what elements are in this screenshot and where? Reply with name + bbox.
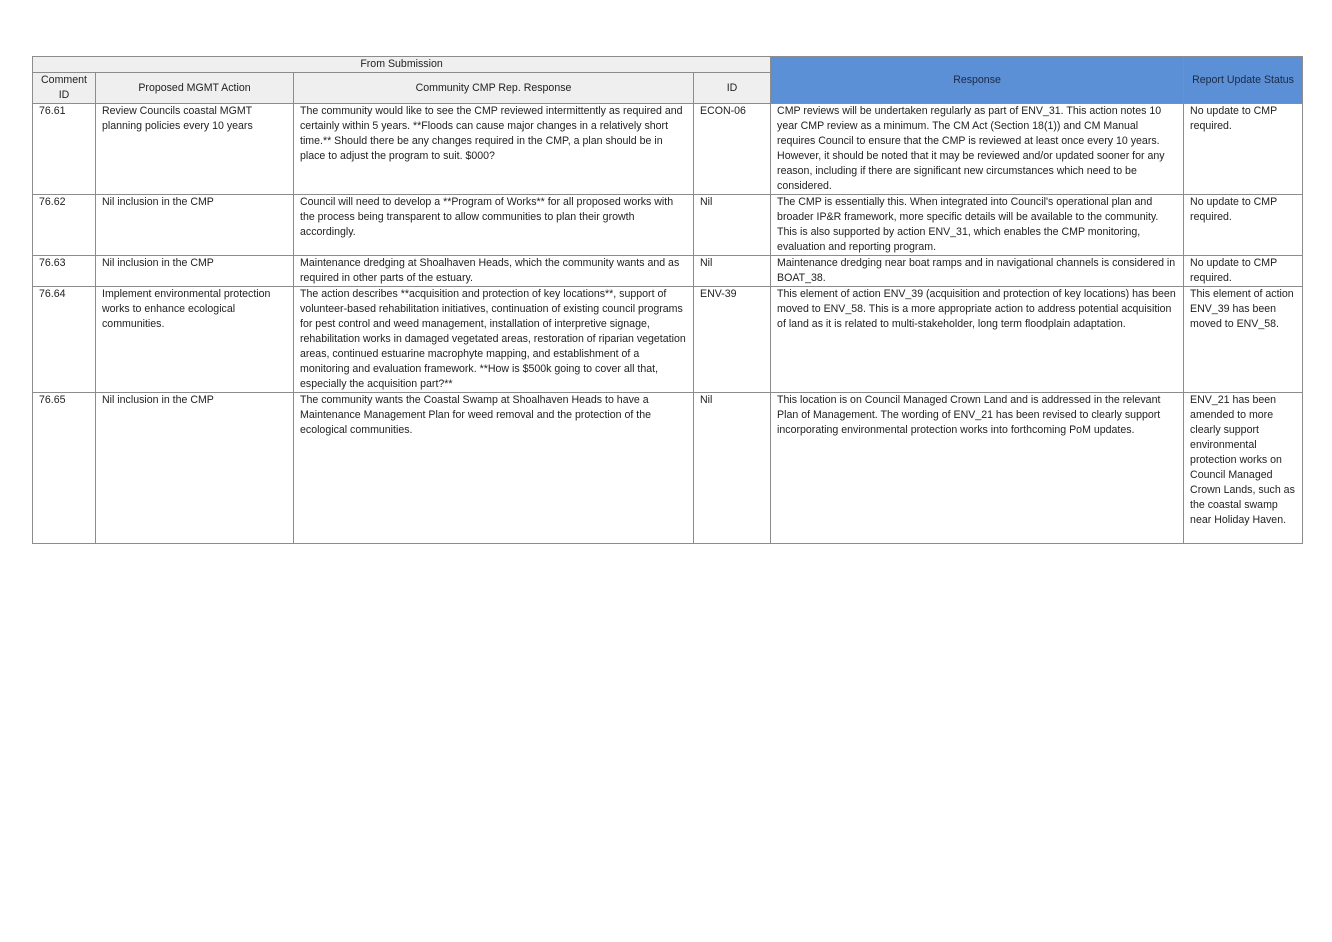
comment-id-cell: 76.63 [33, 256, 96, 287]
action-id-cell: ECON-06 [694, 104, 771, 195]
comment-id-column-header: Comment ID [33, 73, 96, 104]
proposed-action-cell: Implement environmental protection works to enhance ecological communities. [96, 287, 294, 393]
table-row [33, 256, 1303, 287]
table-header [33, 57, 1303, 104]
community-response-cell: The action describes **acquisition and protection of key locations**, support of volunteer-based rehabilitation initiatives, continuation of existing council programs for pest control and weed management, installation of interpretive signage, rehabilitation works in damaged vegetated areas, restoration of riparian vegetation areas, continued estuarine macrophyte mapping, and establishment of a monitoring and evaluation framework. **How is $500k going to cover all that, especially the acquisition part?** [294, 287, 694, 393]
community-response-cell: Council will need to develop a **Program of Works** for all proposed works with the process being transparent to allow communities to plan their growth accordingly. [294, 195, 694, 256]
response-column-header: Response [771, 57, 1184, 104]
community-response-cell: The community would like to see the CMP reviewed intermittently as required and certainly within 5 years. **Floods can cause major changes in a relatively short time.** Should there be any changes required in the CMP, a plan should be in place to adjust the program to suit. $000? [294, 104, 694, 195]
response-cell: Maintenance dredging near boat ramps and in navigational channels is considered in BOAT_38. [771, 256, 1184, 287]
comment-id-cell: 76.64 [33, 287, 96, 393]
response-cell: This location is on Council Managed Crown Land and is addressed in the relevant Plan of Management. The wording of ENV_21 has been revised to clearly support incorporating environmental protection works into forthcoming PoM updates. [771, 393, 1184, 544]
id-column-header: ID [694, 73, 771, 104]
table-row [33, 287, 1303, 393]
report-status-cell: No update to CMP required. [1184, 104, 1303, 195]
action-id-cell: Nil [694, 393, 771, 544]
report-update-status-column-header: Report Update Status [1184, 57, 1303, 104]
action-id-cell: Nil [694, 256, 771, 287]
report-status-cell: This element of action ENV_39 has been moved to ENV_58. [1184, 287, 1303, 393]
community-response-cell: Maintenance dredging at Shoalhaven Heads, which the community wants and as required in other parts of the estuary. [294, 256, 694, 287]
proposed-action-cell: Nil inclusion in the CMP [96, 256, 294, 287]
comment-id-cell: 76.65 [33, 393, 96, 544]
community-response-cell: The community wants the Coastal Swamp at Shoalhaven Heads to have a Maintenance Management Plan for weed removal and the protection of the ecological communities. [294, 393, 694, 544]
table-row [33, 195, 1303, 256]
table-row [33, 104, 1303, 195]
action-id-cell: Nil [694, 195, 771, 256]
response-cell: CMP reviews will be undertaken regularly as part of ENV_31. This action notes 10 year CMP review as a minimum. The CM Act (Section 18(1)) and CM Manual requires Council to ensure that the CMP is reviewed at least once every 10 years. However, it should be noted that it may be reviewed and/or updated sooner for any reason, including if there are significant new circumstances which need to be considered. [771, 104, 1184, 195]
submission-response-table [32, 56, 1303, 544]
response-cell: This element of action ENV_39 (acquisition and protection of key locations) has been moved to ENV_58. This is a more appropriate action to address potential acquisition of land as it is related to multi-stakeholder, long term floodplain adaptation. [771, 287, 1184, 393]
proposed-action-cell: Nil inclusion in the CMP [96, 393, 294, 544]
proposed-action-column-header: Proposed MGMT Action [96, 73, 294, 104]
header-group-row [33, 57, 1303, 73]
response-cell: The CMP is essentially this. When integrated into Council's operational plan and broader IP&R framework, more specific details will be available to the community. This is also supported by action ENV_31, which enables the CMP monitoring, evaluation and reporting program. [771, 195, 1184, 256]
proposed-action-cell: Review Councils coastal MGMT planning policies every 10 years [96, 104, 294, 195]
proposed-action-cell: Nil inclusion in the CMP [96, 195, 294, 256]
report-status-cell: No update to CMP required. [1184, 256, 1303, 287]
from-submission-group-header: From Submission [33, 57, 771, 73]
community-response-column-header: Community CMP Rep. Response [294, 73, 694, 104]
table-body [33, 104, 1303, 544]
report-status-cell: ENV_21 has been amended to more clearly support environmental protection works on Council Managed Crown Lands, such as the coastal swamp near Holiday Haven. [1184, 393, 1303, 544]
comment-id-cell: 76.62 [33, 195, 96, 256]
action-id-cell: ENV-39 [694, 287, 771, 393]
table-row [33, 393, 1303, 544]
comment-id-cell: 76.61 [33, 104, 96, 195]
report-status-cell: No update to CMP required. [1184, 195, 1303, 256]
